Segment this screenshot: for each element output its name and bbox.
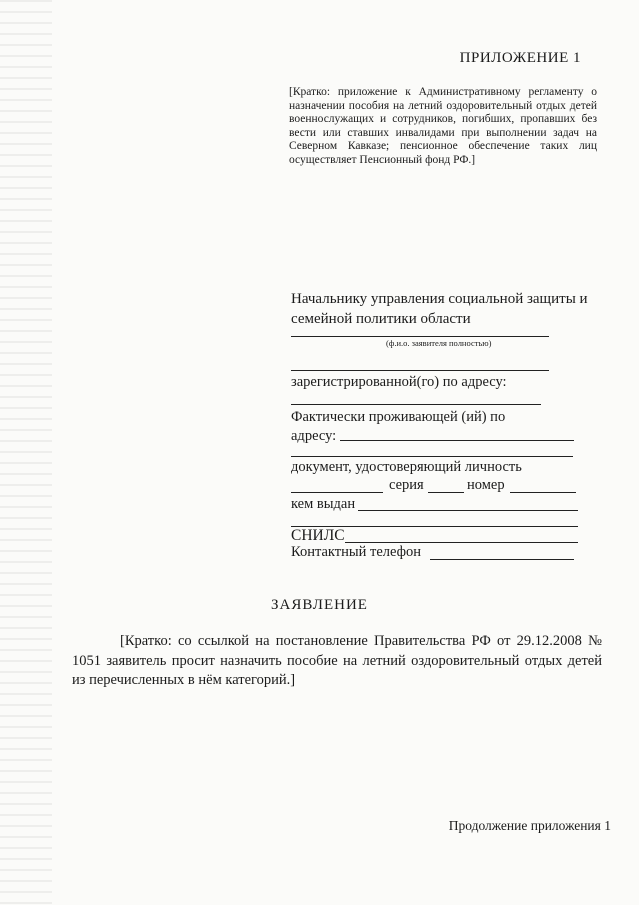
continuation-note: Продолжение приложения 1 [448,818,611,833]
appendix-title: ПРИЛОЖЕНИЕ 1 [459,50,581,66]
addressee: Начальнику управления социальной защиты и семейной политики области [291,291,588,327]
identity-document-label: документ, удостоверяющий личность [291,459,522,475]
actual-address-line-2[interactable] [291,456,573,457]
phone-line[interactable] [430,559,574,560]
document-number-line[interactable] [510,492,576,493]
scan-edge-artifact [0,0,52,905]
document-number-label: номер [467,477,505,493]
document-type-line[interactable] [291,492,383,493]
actual-address-label-1: Фактически проживающей (ий) по [291,409,506,425]
actual-address-label-2: адресу: [291,428,337,444]
regulation-note: [Кратко: приложение к Административному регламенту о назначении пособия на летний оздоровительный отдых детей военнослужащих и сотрудников, погибших, пропавших без вести или ставших инвалидами при выполнении задач на Северном Кавказе; пенсионное обеспечение таких лиц осуществляет Пенсионный фонд РФ.] [289,86,597,166]
applicant-name-caption: (ф.и.о. заявителя полностью) [386,338,492,348]
document-issuer-label: кем выдан [291,496,356,512]
registered-address-line[interactable] [291,404,541,405]
snils-line[interactable] [345,542,578,543]
applicant-name-line[interactable] [291,336,549,337]
document-issuer-line[interactable] [358,510,578,511]
document-series-label: серия [389,477,424,493]
registered-address-label: зарегистрированной(го) по адресу: [291,374,507,390]
applicant-name-line-2[interactable] [291,370,549,371]
statement-summary: [Кратко: со ссылкой на постановление Правительства РФ от 29.12.2008 № 1051 заявитель просит назначить пособие на летний оздоровительный отдых детей из перечисленных в нём категорий.] [72,633,602,688]
actual-address-line[interactable] [340,440,574,441]
statement-heading: ЗАЯВЛЕНИЕ [271,597,368,613]
document-series-line[interactable] [428,492,464,493]
phone-label: Контактный телефон [291,544,422,560]
snils-label: СНИЛС [291,527,345,544]
